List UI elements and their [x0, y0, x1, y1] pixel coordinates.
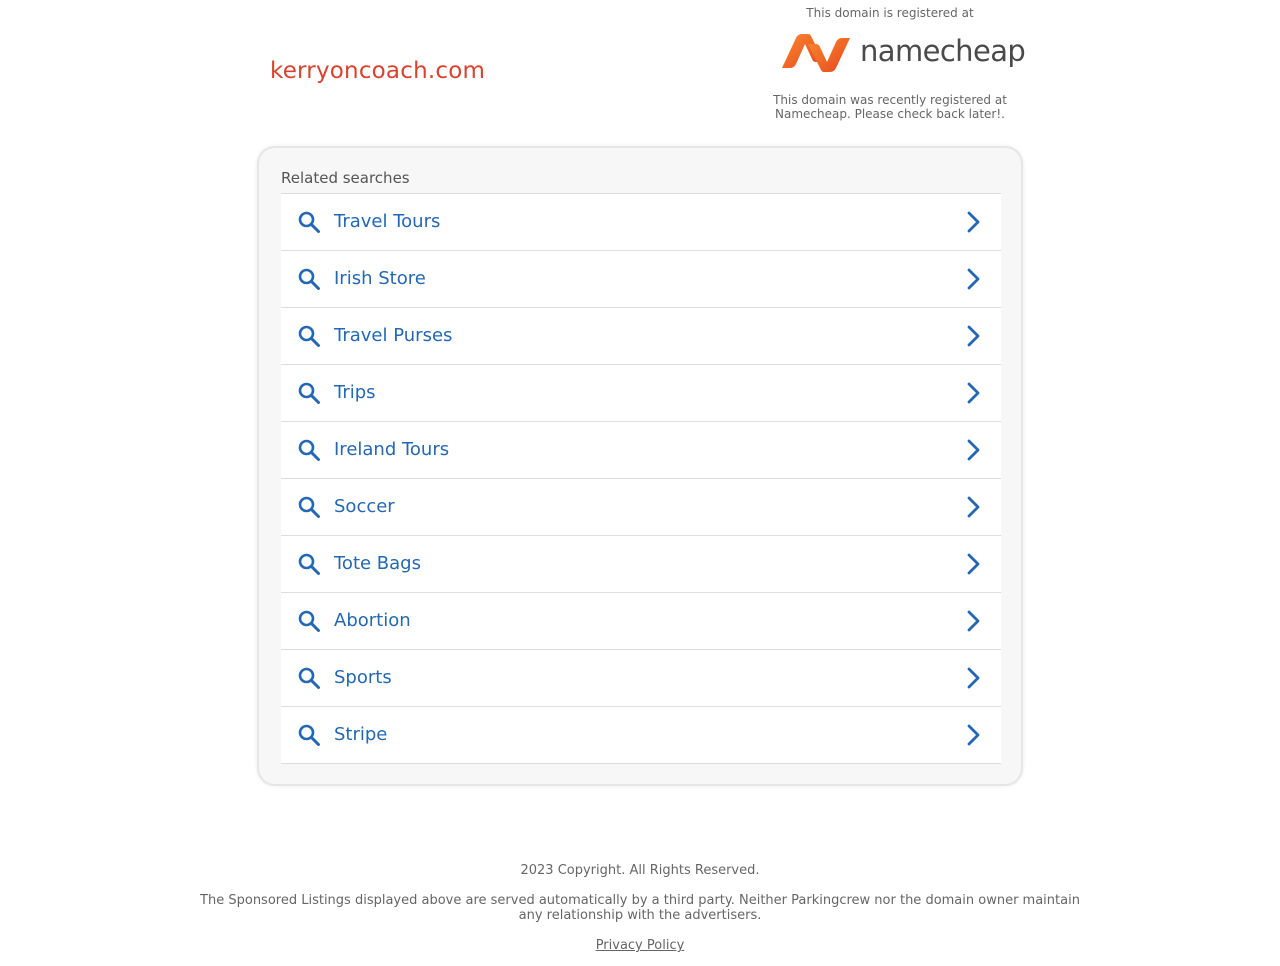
chevron-right-icon: [961, 210, 985, 234]
list-item[interactable]: [281, 479, 1001, 536]
chevron-right-icon: [961, 438, 985, 462]
list-item[interactable]: [281, 593, 1001, 650]
list-item-label[interactable]: Tote Bags: [334, 553, 421, 574]
namecheap-wordmark: namecheap: [860, 34, 1026, 68]
list-item[interactable]: [281, 194, 1001, 251]
namecheap-logo-icon: [780, 30, 856, 76]
search-icon: [297, 438, 321, 462]
list-item[interactable]: [281, 251, 1001, 308]
search-icon: [297, 324, 321, 348]
registered-at-label: This domain is registered at: [806, 6, 974, 20]
search-icon: [297, 495, 321, 519]
search-icon: [297, 210, 321, 234]
list-item-label[interactable]: Travel Tours: [334, 211, 441, 232]
search-icon: [297, 723, 321, 747]
list-item-label[interactable]: Abortion: [334, 610, 411, 631]
privacy-footer: [0, 938, 1280, 953]
list-item[interactable]: [281, 536, 1001, 593]
chevron-right-icon: [961, 609, 985, 633]
copyright-text: 2023 Copyright. All Rights Reserved.: [520, 863, 760, 878]
list-item-label[interactable]: Sports: [334, 667, 392, 688]
chevron-right-icon: [961, 381, 985, 405]
chevron-right-icon: [961, 267, 985, 291]
list-item-label[interactable]: Irish Store: [334, 268, 426, 289]
list-item[interactable]: [281, 650, 1001, 707]
chevron-right-icon: [961, 666, 985, 690]
related-searches-list: [281, 193, 1001, 764]
chevron-right-icon: [961, 552, 985, 576]
related-searches-title: Related searches: [281, 169, 410, 187]
list-item-label[interactable]: Trips: [334, 382, 376, 403]
list-item-label[interactable]: Stripe: [334, 724, 388, 745]
list-item-label[interactable]: Ireland Tours: [334, 439, 450, 460]
registrar-note: [760, 93, 1020, 121]
related-searches-card: [257, 146, 1023, 786]
chevron-right-icon: [961, 723, 985, 747]
list-item-label[interactable]: Soccer: [334, 496, 395, 517]
list-item[interactable]: [281, 365, 1001, 422]
list-item-label[interactable]: Travel Purses: [334, 325, 453, 346]
chevron-right-icon: [961, 324, 985, 348]
registrar-note-line2: Namecheap. Please check back later!.: [775, 107, 1005, 121]
list-item[interactable]: [281, 308, 1001, 365]
search-icon: [297, 552, 321, 576]
chevron-right-icon: [961, 495, 985, 519]
list-item[interactable]: [281, 707, 1001, 764]
disclaimer-text: The Sponsored Listings displayed above are served automatically by a third party. Neither Parkingcrew nor the domain owner maintain any relationship with the advertisers.: [200, 893, 1080, 923]
search-icon: [297, 609, 321, 633]
domain-title: kerryoncoach.com: [270, 58, 486, 84]
namecheap-logo[interactable]: [780, 30, 1026, 76]
privacy-policy-link[interactable]: Privacy Policy: [595, 938, 685, 953]
list-item[interactable]: [281, 422, 1001, 479]
search-icon: [297, 381, 321, 405]
registrar-note-line1: This domain was recently registered at: [773, 93, 1007, 107]
search-icon: [297, 666, 321, 690]
search-icon: [297, 267, 321, 291]
